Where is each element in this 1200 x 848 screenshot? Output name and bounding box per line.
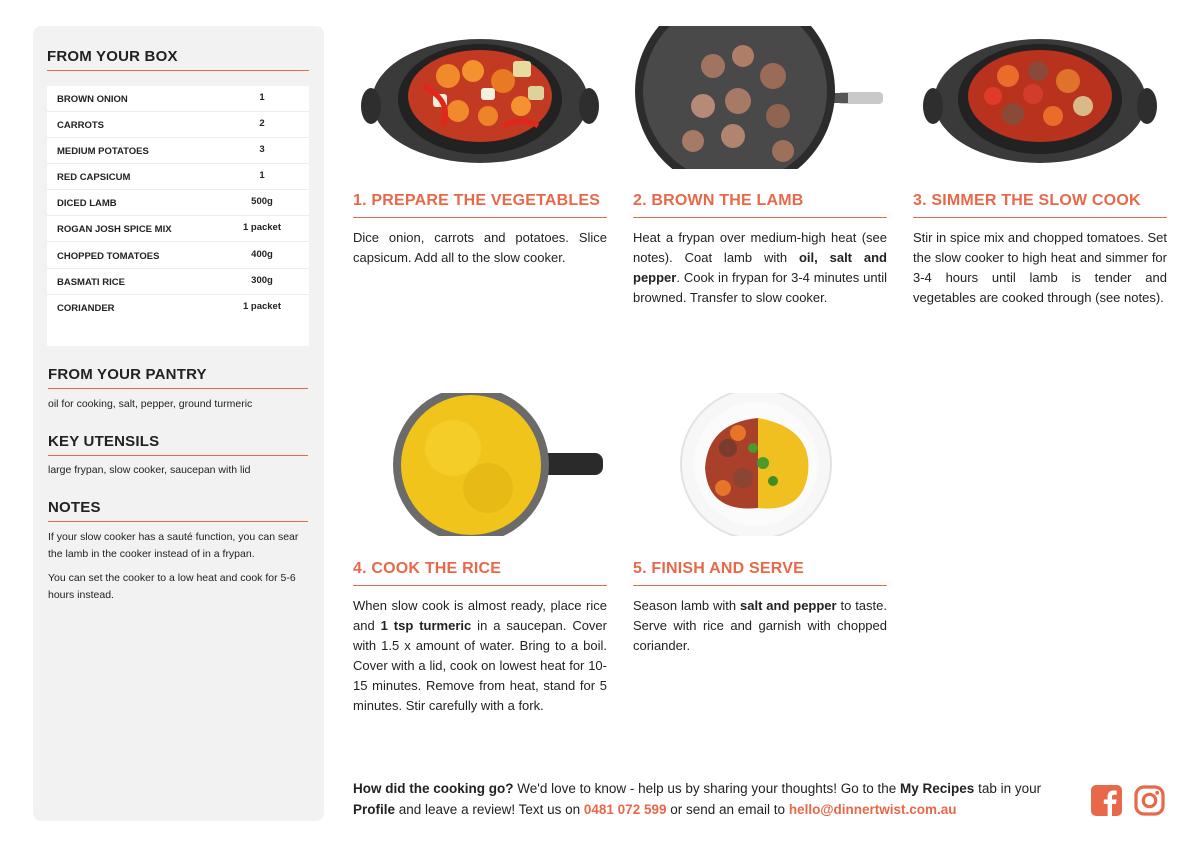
footer-text: or send an email to <box>666 801 789 817</box>
phone-link[interactable]: 0481 072 599 <box>583 801 667 817</box>
step-5-text <box>633 596 887 656</box>
ingredient-name: BROWN ONION <box>57 94 128 105</box>
key-utensils-title: KEY UTENSILS <box>48 433 160 450</box>
from-your-box-title: FROM YOUR BOX <box>47 48 178 65</box>
feedback-footer <box>353 779 1078 820</box>
ingredient-qty: 1 <box>259 92 265 103</box>
ingredient-name: CARROTS <box>57 120 104 131</box>
email-link[interactable]: hello@dinnertwist.com.au <box>788 801 957 817</box>
ingredient-row <box>47 138 309 164</box>
step-5-text-part: Season lamb with <box>633 598 740 613</box>
step-4-text-bold: 1 tsp turmeric <box>380 618 472 633</box>
pantry-text: oil for cooking, salt, pepper, ground turmeric <box>48 398 253 410</box>
step-3-text-part: Stir in spice mix and chopped tomatoes. Set the slow cooker to high heat and simmer for 3-4 hours until lamb is tender and vegetables are cooked through (see notes). <box>913 230 1167 305</box>
ingredient-name: BASMATI RICE <box>57 277 125 288</box>
ingredient-row <box>47 86 309 112</box>
step-1-text <box>353 228 607 268</box>
ingredient-qty: 1 packet <box>242 301 282 312</box>
footer-text: We'd love to know - help us by sharing your thoughts! Go to the <box>513 781 901 796</box>
step-4-title: 4. COOK THE RICE <box>353 560 502 577</box>
ingredient-name: RED CAPSICUM <box>57 172 131 183</box>
footer-text: and leave a review! Text us on <box>395 801 584 817</box>
step-4-text-part: in a saucepan. Cover with 1.5 x amount of water. Bring to a boil. Cover with a lid, cook on lowest heat for 10-15 minutes. Remove from heat, stand for 5 minutes. Stir carefully with a fork. <box>353 618 607 713</box>
ingredient-name: MEDIUM POTATOES <box>57 146 149 157</box>
notes-title-rule <box>48 521 308 522</box>
step-1-title: 1. PREPARE THE VEGETABLES <box>353 192 601 209</box>
facebook-icon[interactable] <box>1091 785 1122 821</box>
step-5-text-part: to taste. Serve with rice and garnish with chopped coriander. <box>633 598 887 653</box>
my-recipes-label: My Recipes <box>900 781 975 796</box>
step-3-photo <box>913 26 1167 169</box>
box-title-rule <box>47 70 309 71</box>
ingredient-row <box>47 112 309 138</box>
step-1-photo <box>353 26 607 169</box>
ingredient-qty: 1 <box>259 170 265 181</box>
ingredient-name: DICED LAMB <box>57 198 117 209</box>
step-2-text-part: Heat a frypan over medium-high heat (see notes). Coat lamb with <box>633 230 887 265</box>
step-1-rule <box>353 217 607 218</box>
utensils-title-rule <box>48 455 308 456</box>
ingredient-row <box>47 243 309 269</box>
ingredient-row <box>47 295 309 321</box>
footer-text: tab in your <box>974 781 1042 796</box>
ingredient-qty: 3 <box>259 144 265 155</box>
ingredient-row <box>47 269 309 295</box>
step-3-text <box>913 228 1167 308</box>
step-2-rule <box>633 217 887 218</box>
instagram-icon[interactable] <box>1134 785 1165 821</box>
ingredient-row <box>47 164 309 190</box>
step-5-text-bold: salt and pepper <box>740 598 837 613</box>
ingredient-row <box>47 216 309 242</box>
pantry-title-rule <box>48 388 308 389</box>
step-5-rule <box>633 585 887 586</box>
step-5-title: 5. FINISH AND SERVE <box>633 560 804 577</box>
step-2-text-part: . Cook in frypan for 3-4 minutes until browned. Transfer to slow cooker. <box>633 270 887 305</box>
step-2-photo <box>633 26 887 169</box>
from-your-pantry-title: FROM YOUR PANTRY <box>48 366 207 383</box>
ingredient-qty: 1 packet <box>242 222 282 233</box>
step-3-title: 3. SIMMER THE SLOW COOK <box>913 192 1141 209</box>
footer-question: How did the cooking go? <box>353 781 514 796</box>
ingredient-qty: 300g <box>251 275 273 286</box>
step-5-photo <box>633 393 887 536</box>
step-4-text-part: When slow cook is almost ready, place rice and <box>353 598 607 633</box>
ingredient-qty: 500g <box>251 196 273 207</box>
note-1: If your slow cooker has a sauté function, you can sear the lamb in the cooker instead of in a frypan. <box>48 531 299 560</box>
box-ingredients-table <box>47 86 309 346</box>
ingredient-name: ROGAN JOSH SPICE MIX <box>57 224 172 235</box>
ingredient-name: CORIANDER <box>57 303 115 314</box>
step-4-photo <box>353 393 607 536</box>
step-4-rule <box>353 585 607 586</box>
ingredient-qty: 400g <box>251 249 273 260</box>
ingredients-sidebar <box>33 26 324 821</box>
ingredient-qty: 2 <box>259 118 265 129</box>
step-2-text <box>633 228 887 308</box>
notes-title: NOTES <box>48 499 101 516</box>
note-2: You can set the cooker to a low heat and cook for 5-6 hours instead. <box>48 572 296 601</box>
step-2-title: 2. BROWN THE LAMB <box>633 192 804 209</box>
step-2-text-bold: oil, salt and pepper <box>633 250 887 285</box>
ingredient-name: CHOPPED TOMATOES <box>57 251 160 262</box>
profile-label: Profile <box>353 801 396 817</box>
utensils-text: large frypan, slow cooker, saucepan with lid <box>48 464 251 476</box>
ingredient-row <box>47 190 309 216</box>
step-3-rule <box>913 217 1167 218</box>
step-4-text <box>353 596 607 716</box>
step-1-text-part: Dice onion, carrots and potatoes. Slice capsicum. Add all to the slow cooker. <box>353 230 607 265</box>
